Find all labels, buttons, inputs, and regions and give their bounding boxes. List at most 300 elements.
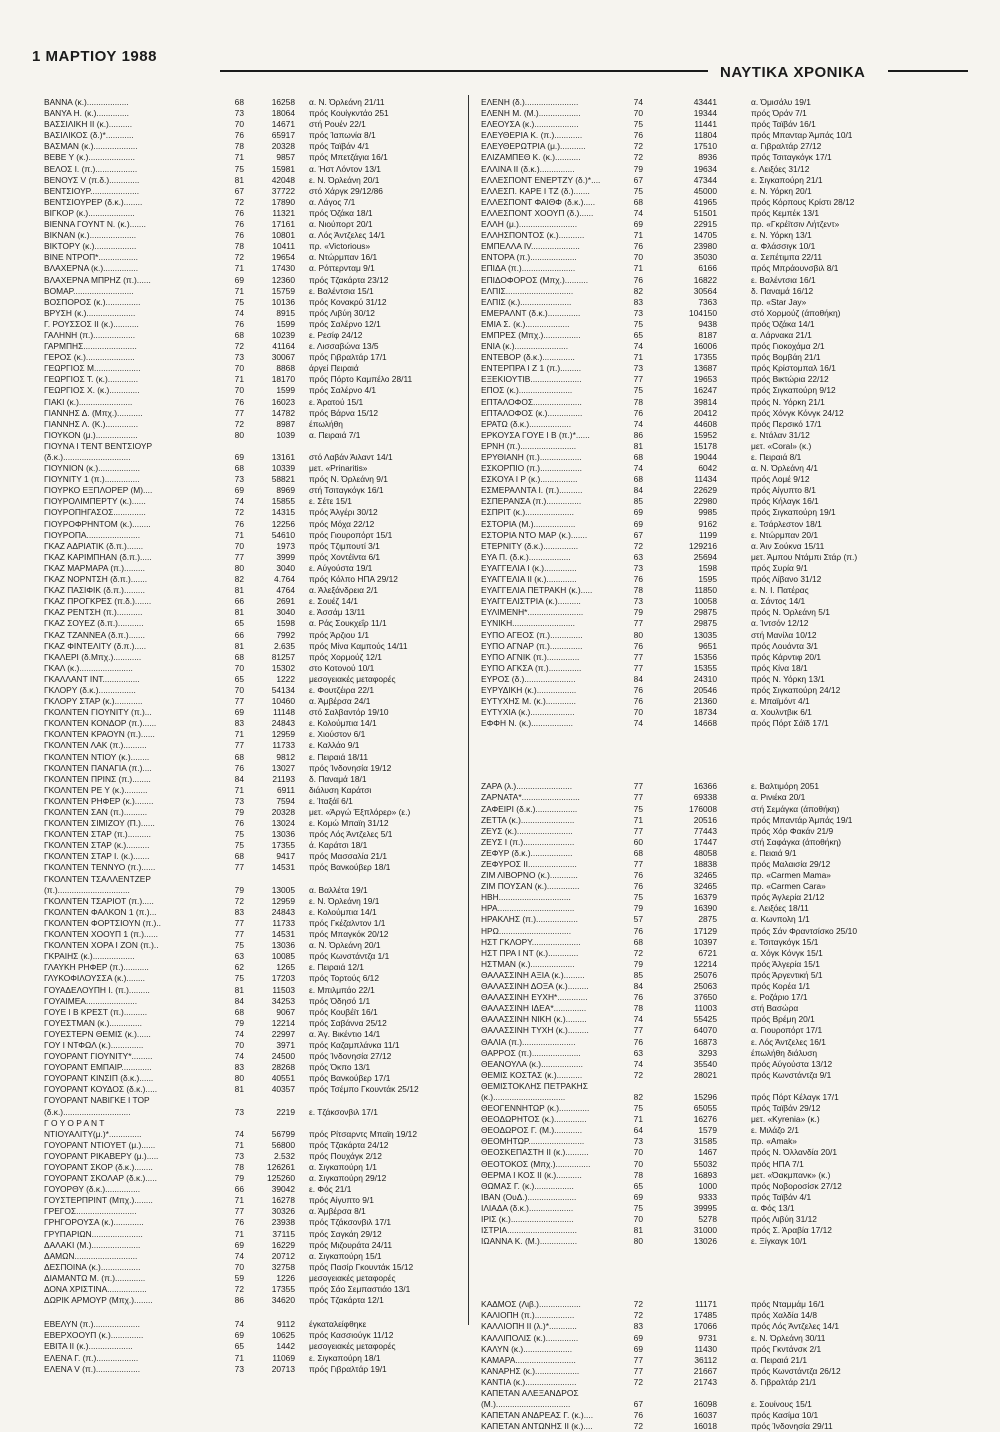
- ship-position: πρός Βάρνα 15/12: [309, 407, 379, 418]
- ship-tonnage: 32465: [693, 881, 717, 892]
- ship-row: [481, 1159, 961, 1170]
- ship-name: ΚΑΛΛΙΟΠΗ ΙΙ (λ.)*............: [481, 1321, 577, 1332]
- ship-year: 83: [234, 906, 244, 917]
- ship-tonnage: 10239: [271, 329, 295, 340]
- ship-row: [44, 862, 484, 873]
- ship-name: ΗΒΗ...............................: [481, 892, 571, 903]
- ship-position: ε. Ν. Όρλεάνη 30/11: [751, 1332, 826, 1343]
- ship-row: [481, 1321, 961, 1332]
- ship-position: ά. Καράτσι 18/1: [309, 840, 368, 851]
- ship-year: 76: [633, 274, 643, 285]
- ship-tonnage: 21743: [693, 1376, 717, 1387]
- ship-row: [44, 286, 484, 297]
- ship-name: ΕΜΙΑ Σ. (κ.)...................: [481, 318, 570, 329]
- ship-name: ΘΑΛΑΣΣΙΝΗ ΝΙΚΗ (κ.).........: [481, 1014, 587, 1025]
- ship-position: πρός Ταϊβάν 4/1: [751, 1191, 812, 1202]
- ship-row: [44, 430, 484, 441]
- ship-position: ε. Πειραιά 18/11: [309, 751, 369, 762]
- ship-name: ΒΑΣΜΑΝ (κ.)...................: [44, 141, 138, 152]
- ship-tonnage: 15296: [693, 1091, 717, 1102]
- ship-position: ε. Ντάλαν 31/12: [751, 429, 810, 440]
- ship-tonnage: 1595: [698, 574, 717, 585]
- ship-name: ΕΛΙΖΑΜΠΕΘ Κ. (κ.)...........: [481, 152, 581, 163]
- ship-year: 86: [234, 1295, 244, 1306]
- ship-tonnage: 17430: [271, 263, 295, 274]
- ship-year: 73: [234, 474, 244, 485]
- ship-tonnage: 39995: [693, 1202, 717, 1213]
- ship-position: πρός Μαλαισία 29/12: [751, 859, 831, 869]
- ship-position: πρός Ρίτσαρντς Μπαϊη 19/12: [309, 1128, 417, 1139]
- ship-year: 74: [633, 718, 643, 729]
- ship-name: ΝΤΙΟΥΑΛΙΤΥ(μ.)*..............: [44, 1128, 142, 1139]
- ship-tonnage: 64070: [693, 1025, 717, 1036]
- ship-name: ΓΟΥΕΣΤΜΑΝ (κ.)..............: [44, 1017, 142, 1028]
- ship-position: πρός Γιουροπόρτ 15/1: [309, 529, 393, 540]
- ship-name: ΒΑΣΙΛΙΚΟΣ (δ.)*............: [44, 130, 134, 141]
- ship-year: 76: [633, 870, 643, 881]
- ship-year: 84: [234, 995, 244, 1006]
- ship-tonnage: 11733: [272, 740, 295, 751]
- ship-position: στή Βασώρα: [751, 1003, 799, 1014]
- ship-year: 76: [633, 696, 643, 707]
- ship-name: ΕΠΤΑΛΟΦΟΣ.....................: [481, 396, 582, 407]
- ship-tonnage: 4764: [276, 585, 295, 596]
- ship-row: [481, 1048, 961, 1059]
- ship-row: [481, 1092, 961, 1103]
- ship-name: ΓΚΟΛΝΤΕΝ ΠΡΙΝΣ (π.)........: [44, 773, 151, 784]
- ship-tonnage: 20328: [271, 141, 295, 152]
- ship-row: [481, 926, 961, 937]
- ship-year: 82: [633, 1091, 643, 1102]
- ship-position: ε. Ροζάριο 17/1: [751, 992, 808, 1003]
- ship-position: πρός ΗΠΑ 7/1: [751, 1158, 804, 1169]
- ship-position: πρός Ίνδονησία 29/11: [751, 1421, 833, 1432]
- ship-year: 68: [633, 452, 643, 462]
- ship-tonnage: 31000: [693, 1225, 717, 1236]
- ship-tonnage: 16278: [271, 1195, 295, 1206]
- ship-position: πρός Κουβέϊτ 16/1: [309, 1006, 378, 1017]
- ship-year: 69: [633, 1191, 643, 1202]
- ship-name: ΓΙΑΚΙ (κ.).......................: [44, 396, 133, 407]
- ship-name: ΒΡΥΣΗ (κ.).....................: [44, 307, 136, 318]
- ship-position: δ. Παναμά 18/1: [309, 773, 367, 784]
- ship-tonnage: 9112: [276, 1319, 295, 1330]
- ship-tonnage: 13035: [693, 629, 717, 640]
- ship-year: 75: [633, 119, 643, 130]
- ship-row: [481, 275, 961, 286]
- ship-row: [481, 297, 961, 308]
- ship-tonnage: 35030: [693, 252, 717, 263]
- ship-position: [717, 1286, 961, 1299]
- ship-name: ΘΕΟΤΟΚΟΣ (Μπχ.)...............: [481, 1158, 591, 1169]
- ship-name: ΘΑΛΑΣΣΙΝΗ ΔΟΞΑ (κ.).........: [481, 981, 589, 992]
- ship-year: 76: [633, 407, 643, 418]
- ship-row: [481, 474, 961, 485]
- ship-name: ΘΕΟΣΚΕΠΑΣΤΗ ΙΙ (κ.)..........: [481, 1147, 589, 1158]
- ship-row: [44, 929, 484, 940]
- ship-row: [44, 297, 484, 308]
- ship-row: [481, 585, 961, 596]
- ship-year: 79: [633, 607, 643, 618]
- ship-name: ΓΚΟΛΝΤΕΝ ΚΟΝΔΟΡ (π.)......: [44, 718, 157, 729]
- ship-position: α. Σάντος 14/1: [751, 596, 806, 607]
- ship-name: ΕΥΤΥΧΙΑ (κ.)...................: [481, 707, 575, 718]
- ship-position: πρ. «Amak»: [751, 1136, 797, 1147]
- ship-year: 65: [633, 329, 643, 340]
- ship-position: [717, 1081, 961, 1092]
- ship-year: 73: [234, 795, 244, 806]
- ship-name: ΚΑΝΑΡΗΣ (κ.)...................: [481, 1365, 580, 1376]
- ship-tonnage: 12959: [271, 895, 295, 906]
- ship-name: [44, 1306, 189, 1319]
- ship-tonnage: 16247: [693, 385, 717, 396]
- ship-name: ΖΙΜ ΛΙΒΟΡΝΟ (κ.)............: [481, 870, 578, 881]
- ship-tonnage: 23938: [271, 1217, 295, 1228]
- ship-position: πρός Τζακάρτα 12/1: [309, 1295, 384, 1306]
- ship-position: πρ. «Γκρέϊτσιν Λήτζεντ»: [751, 219, 840, 230]
- ship-year: [633, 1081, 643, 1092]
- ship-position: πρός Βικτώρια 22/12: [751, 374, 829, 385]
- ship-year: 68: [633, 847, 643, 858]
- ship-position: [717, 729, 961, 742]
- ship-year: 68: [633, 936, 643, 947]
- ship-tonnage: 21193: [272, 773, 295, 784]
- ship-row: [44, 1295, 484, 1306]
- ship-year: 74: [633, 1058, 643, 1069]
- ship-name: ΓΙΟΥΡΚΟ ΕΞΠΛΟΡΕΡ (Μ)....: [44, 485, 153, 496]
- ship-name: ΓΟΥΟΡΘΥ (δ.κ.)...............: [44, 1184, 141, 1195]
- ship-row: [44, 108, 484, 119]
- ship-position: ε. Αύγούστα 19/1: [309, 562, 373, 573]
- ship-name: ΓΟΥ Ι ΝΤΦΩΛ (κ.)..............: [44, 1039, 144, 1050]
- ship-year: 71: [234, 263, 244, 274]
- ship-name: ΖΑΦΕΙΡΙ (δ.κ.)..................: [481, 803, 578, 814]
- ship-name: ΓΚΟΛΝΤΕΝ ΡΕ Υ (κ.)..........: [44, 784, 148, 795]
- ship-name: ΙΒΑΝ (ΟυΔ.).....................: [481, 1191, 577, 1202]
- ship-row: [481, 948, 961, 959]
- ship-tonnage: 55032: [693, 1158, 717, 1169]
- ship-name: ΓΙΟΥΡΟΠΑ.......................: [44, 529, 141, 540]
- ship-name: ΓΟΥΟΡΑΝΤ ΓΙΟΥΝΙΤΥ*.........: [44, 1051, 153, 1062]
- ship-year: 70: [234, 363, 244, 374]
- ship-tonnage: [244, 874, 295, 885]
- ship-position: α. Ν. Όρλεάνη 4/1: [751, 463, 818, 474]
- ship-position: πρ. «Carmen Cara»: [751, 881, 826, 892]
- ship-tonnage: 44608: [693, 418, 717, 429]
- ship-name: ΒΕΒΕ Υ (κ.)....................: [44, 152, 135, 163]
- ship-name: ΕΞΕΚΙΟΥΤΙΒ......................: [481, 374, 582, 385]
- left-column: [44, 97, 484, 1375]
- ship-row: [481, 1299, 961, 1310]
- ship-name: ΓΚΟΛΝΤΕΝ ΛΑΚ (π.)..........: [44, 740, 147, 751]
- ship-tonnage: 14531: [271, 862, 295, 873]
- ship-name: ΕΣΤΟΡΙΑ ΝΤΟ ΜΑΡ (κ.).......: [481, 529, 588, 540]
- ship-position: πρός Συρία 9/1: [751, 562, 808, 573]
- ship-name: ΘΕΜΙΣ ΚΟΣΤΑΣ (κ.)...........: [481, 1069, 583, 1080]
- ship-row: [481, 1310, 961, 1321]
- ship-tonnage: 13687: [693, 363, 717, 374]
- ship-tonnage: 15302: [271, 662, 295, 673]
- ship-name: ΓΚΟΛΝΤΕΝ ΓΙΟΥΝΙΤΥ (π.)...: [44, 707, 152, 718]
- ship-year: 70: [234, 1261, 244, 1272]
- ship-position: πρός Ν. Όλλανδία 20/1: [751, 1147, 838, 1158]
- ship-position: έπωλήθη διάλυση: [751, 1047, 818, 1058]
- ship-position: ε. Ίταξάϊ 6/1: [309, 795, 353, 806]
- ship-year: 67: [234, 185, 244, 196]
- ship-row: [44, 896, 484, 907]
- ship-position: ε. Άρατού 15/1: [309, 396, 364, 407]
- ship-year: 71: [234, 152, 244, 163]
- ship-tonnage: 32465: [693, 870, 717, 881]
- ship-tonnage: 10136: [271, 296, 295, 307]
- ship-tonnage: 18838: [693, 859, 717, 869]
- ship-year: 77: [633, 374, 643, 385]
- ship-name: (Μ.)................................: [481, 1399, 571, 1410]
- ship-position: πρός Πόρτο Καμπέλο 28/11: [309, 374, 413, 385]
- ship-name: ΔΩΡΙΚ ΑΡΜΟΥΡ (Μπχ.)........: [44, 1295, 153, 1306]
- ship-position: στή Μανίλα 10/12: [751, 629, 817, 640]
- section-gap: [481, 1260, 961, 1273]
- ship-position: α. Άμβέρσα 24/1: [309, 696, 371, 707]
- ship-year: 70: [633, 1158, 643, 1169]
- ship-position: [295, 1306, 484, 1319]
- ship-year: 82: [234, 574, 244, 585]
- ship-tonnage: 12959: [271, 729, 295, 740]
- ship-row: [481, 1203, 961, 1214]
- ship-position: πρός Λομέ 9/12: [751, 474, 810, 485]
- ship-tonnage: [643, 1273, 717, 1286]
- ship-year: 70: [633, 1147, 643, 1158]
- ship-position: πρός Κασίμα 10/1: [751, 1410, 819, 1421]
- ship-position: ε. Πειραιά 12/1: [309, 962, 364, 973]
- ship-position: πρός Γιβραλτάρ 19/1: [309, 1363, 387, 1374]
- ship-name: ΕΣΜΕΡΑΛΝΤΑ Ι. (π.)..........: [481, 485, 583, 496]
- ship-row: [44, 219, 484, 230]
- ship-row: [44, 1341, 484, 1352]
- ship-name: ΓΚΟΛΝΤΕΝ ΚΡΑΟΥΝ (π.)......: [44, 729, 155, 740]
- ship-position: στό Χορμούζ (άποθήκη): [751, 307, 841, 318]
- ship-year: 68: [234, 97, 244, 107]
- ship-tonnage: 34253: [271, 995, 295, 1006]
- ship-position: πρός Κίνα 18/1: [751, 662, 808, 673]
- ship-row: [44, 940, 484, 951]
- ship-name: ΓΟΥΑΙΜΕΑ......................: [44, 995, 138, 1006]
- ship-name: ΗΡΑΚΛΗΣ (π.)..................: [481, 914, 578, 925]
- ship-year: 74: [234, 1051, 244, 1062]
- ship-row: [44, 818, 484, 829]
- ship-position: πρός Μασσαλία 21/1: [309, 851, 388, 862]
- ship-year: 68: [234, 751, 244, 762]
- ship-name: ΕΣΚΟΥΑ Ι Ρ (κ.)................: [481, 474, 578, 485]
- ship-row: [481, 463, 961, 474]
- ship-row: [481, 130, 961, 141]
- ship-position: α. Λάγος 7/1: [309, 196, 356, 207]
- ship-tonnage: 11171: [694, 1299, 717, 1310]
- ship-tonnage: 11003: [694, 1003, 717, 1014]
- ship-row: [481, 903, 961, 914]
- ship-year: 80: [234, 562, 244, 573]
- ship-name: Γ. ΡΟΥΣΣΟΣ ΙΙ (κ.)...........: [44, 318, 139, 329]
- ship-year: 77: [633, 792, 643, 803]
- ship-year: 74: [234, 1319, 244, 1330]
- ship-tonnage: 22915: [693, 219, 717, 230]
- ship-position: α. Πειραιά 21/1: [751, 1354, 808, 1365]
- ship-year: 80: [234, 429, 244, 440]
- ship-name: ΓΡΕΓΟΣ..........................: [44, 1206, 137, 1217]
- ship-tonnage: 41164: [272, 341, 295, 352]
- ship-year: [633, 1260, 643, 1273]
- ship-position: α. Ρόττερνταμ 9/1: [309, 263, 375, 274]
- ship-year: 76: [234, 762, 244, 773]
- ship-name: ΘΕΟΓΕΝΝΗΤΩΡ (κ.).............: [481, 1103, 590, 1114]
- ship-year: 70: [234, 119, 244, 130]
- ship-position: ε. Μιλάζο 2/1: [751, 1125, 799, 1136]
- ship-name: ΓΚΑΛΕΡΙ (δ.Μπχ.)............: [44, 651, 142, 662]
- ship-tonnage: 2691: [276, 596, 295, 607]
- ship-year: 65: [633, 1180, 643, 1191]
- ship-row: [44, 1173, 484, 1184]
- ship-tonnage: 13027: [271, 762, 295, 773]
- ship-position: στή Σαφάγκα (άποθήκη): [751, 836, 842, 847]
- ship-tonnage: 1222: [276, 673, 295, 684]
- ship-position: στή Ρουέν 22/1: [309, 119, 366, 130]
- ship-row: [481, 826, 961, 837]
- ship-name: ΖΕΤΤΑ (κ.).......................: [481, 814, 575, 825]
- ship-row: [44, 1118, 484, 1129]
- ship-tonnage: 37722: [271, 185, 295, 196]
- ship-name: ΕΤΕΡΝΙΤΥ (δ.κ.)...............: [481, 540, 579, 551]
- ship-position: ε. Τζάκσονβιλ 17/1: [309, 1106, 378, 1117]
- ship-row: [44, 164, 484, 175]
- ship-tonnage: 23980: [693, 241, 717, 252]
- ship-row: [481, 959, 961, 970]
- section-gap: [481, 1286, 961, 1299]
- ship-row: [481, 1059, 961, 1070]
- ship-row: [481, 385, 961, 396]
- ship-tonnage: 17355: [693, 352, 717, 363]
- ship-position: έπωλήθη: [309, 418, 343, 429]
- ship-name: ΕΠΟΣ (κ.).......................: [481, 385, 573, 396]
- ship-name: ΒΙΝΕ ΝΤΡΟΠ*.................: [44, 252, 139, 263]
- ship-tonnage: 17129: [693, 925, 717, 936]
- ship-position: πρός Ν. Όρλεάνη 9/1: [309, 474, 388, 485]
- ship-year: 71: [234, 374, 244, 385]
- ship-tonnage: [643, 729, 717, 742]
- ship-row: [44, 319, 484, 330]
- ship-tonnage: 20546: [693, 684, 717, 695]
- ship-year: 72: [234, 341, 244, 352]
- ship-row: [44, 1251, 484, 1262]
- ship-tonnage: 30564: [693, 285, 717, 296]
- ship-tonnage: 15355: [693, 662, 717, 673]
- ship-name: ΕΝΤΕΡΠΡΑ Ι Ζ 1 (π.).........: [481, 363, 582, 374]
- ship-tonnage: 56800: [271, 1139, 295, 1150]
- ship-position: πρός Μπανταρ Άμπάς 10/1: [751, 130, 853, 141]
- ship-tonnage: 14531: [271, 929, 295, 940]
- ship-year: 86: [633, 429, 643, 440]
- ship-name: ΒΙΓΚΟΡ (κ.)....................: [44, 207, 135, 218]
- ship-year: 75: [633, 185, 643, 196]
- ship-row: [481, 397, 961, 408]
- ship-row: [44, 1273, 484, 1284]
- ship-row: [481, 1070, 961, 1081]
- ship-name: ΓΚΛΟΡΥ (δ.κ.)................: [44, 684, 136, 695]
- ship-name: ΒΑΣΣΙΛΙΚΗ ΙΙ (κ.)..........: [44, 119, 133, 130]
- ship-position: στο Κοτονού 10/1: [309, 662, 375, 673]
- ship-year: 65: [234, 673, 244, 684]
- ship-year: 77: [633, 1025, 643, 1036]
- ship-position: [717, 742, 961, 755]
- ship-name: ΕΥΑΓΓΕΛΙΣΤΡΙΑ (κ.)..........: [481, 596, 581, 607]
- ship-name: ΒΙΚΤΟΡΥ (κ.)..................: [44, 241, 137, 252]
- ship-year: 71: [234, 729, 244, 740]
- ship-name: ΕΒΙΤΑ ΙΙ (κ.)...................: [44, 1341, 133, 1352]
- ship-name: ΕΛΠΙΣ.............................: [481, 285, 574, 296]
- ship-tonnage: 18170: [271, 374, 295, 385]
- ship-position: ε. Λισσαβώνα 13/5: [309, 341, 379, 352]
- ship-tonnage: [643, 1081, 717, 1092]
- ship-position: ε. Τσάρλεστον 18/1: [751, 518, 822, 529]
- ship-row: [481, 1025, 961, 1036]
- ship-row: [44, 1217, 484, 1228]
- ship-row: [44, 374, 484, 385]
- ship-name: ΘΩΜΑΣ Γ. (κ.).................: [481, 1180, 574, 1191]
- ship-position: α. Πειραιά 7/1: [309, 429, 361, 440]
- ship-name: ΚΑΛΛΙΠΟΛΙΣ (κ.)..............: [481, 1332, 579, 1343]
- ship-tonnage: 2219: [276, 1106, 295, 1117]
- ship-tonnage: 37115: [272, 1228, 295, 1239]
- ship-name: ΓΕΩΡΓΙΟΣ Μ....................: [44, 363, 141, 374]
- ship-name: ΓΚΟΛΝΤΕΝ ΣΤΑΡ (κ.)..........: [44, 840, 150, 851]
- ship-name: ΓΚΑΖ ΑΔΡΙΑΤΙΚ (δ.π.).......: [44, 540, 144, 551]
- right-column: [481, 97, 961, 1432]
- ship-year: 69: [633, 219, 643, 230]
- ship-tonnage: 9731: [698, 1332, 717, 1343]
- ship-tonnage: 10411: [272, 241, 295, 252]
- ship-year: 73: [633, 1136, 643, 1147]
- ship-position: ε. Σουέζ 14/1: [309, 596, 358, 607]
- ship-row: [44, 1364, 484, 1375]
- ship-row: [44, 1184, 484, 1195]
- ship-tonnage: 28021: [693, 1069, 717, 1080]
- ship-name: ΕΦΦΗ Ν. (κ.)..................: [481, 718, 574, 729]
- ship-position: πρός Σάο Σεμπαστιάο 13/1: [309, 1284, 411, 1295]
- ship-year: 82: [633, 285, 643, 296]
- ship-row: [481, 541, 961, 552]
- ship-tonnage: 3999: [276, 551, 295, 562]
- ship-year: 74: [633, 97, 643, 107]
- ship-year: 83: [633, 1321, 643, 1332]
- ship-year: 78: [234, 141, 244, 152]
- ship-name: ΒΕΝΤΣΙΟΥΡ.....................: [44, 185, 140, 196]
- ship-name: ΕΥΤΥΧΗΣ Μ. (κ.).............: [481, 696, 576, 707]
- ship-year: 68: [234, 463, 244, 474]
- ship-row: [44, 563, 484, 574]
- ship-name: ΓΑΛΗΝΗ (π.)..................: [44, 329, 136, 340]
- ship-tonnage: 9438: [698, 318, 717, 329]
- ship-year: 65: [234, 618, 244, 629]
- ship-name: ΓΛΥΚΟΦΙΛΟΥΣΣΑ (κ.)........: [44, 973, 146, 984]
- ship-year: 67: [633, 174, 643, 185]
- ship-tonnage: 54610: [271, 529, 295, 540]
- ship-name: ΓΙΟΥΡΟΦΡΗΝΤΟΜ (κ.)........: [44, 518, 151, 529]
- ship-year: 68: [234, 329, 244, 340]
- ship-year: 79: [633, 163, 643, 174]
- ship-position: πρός Σαγκάη 29/12: [309, 1228, 382, 1239]
- ship-year: 69: [234, 452, 244, 462]
- ship-year: [633, 1247, 643, 1260]
- ship-position: [717, 755, 961, 768]
